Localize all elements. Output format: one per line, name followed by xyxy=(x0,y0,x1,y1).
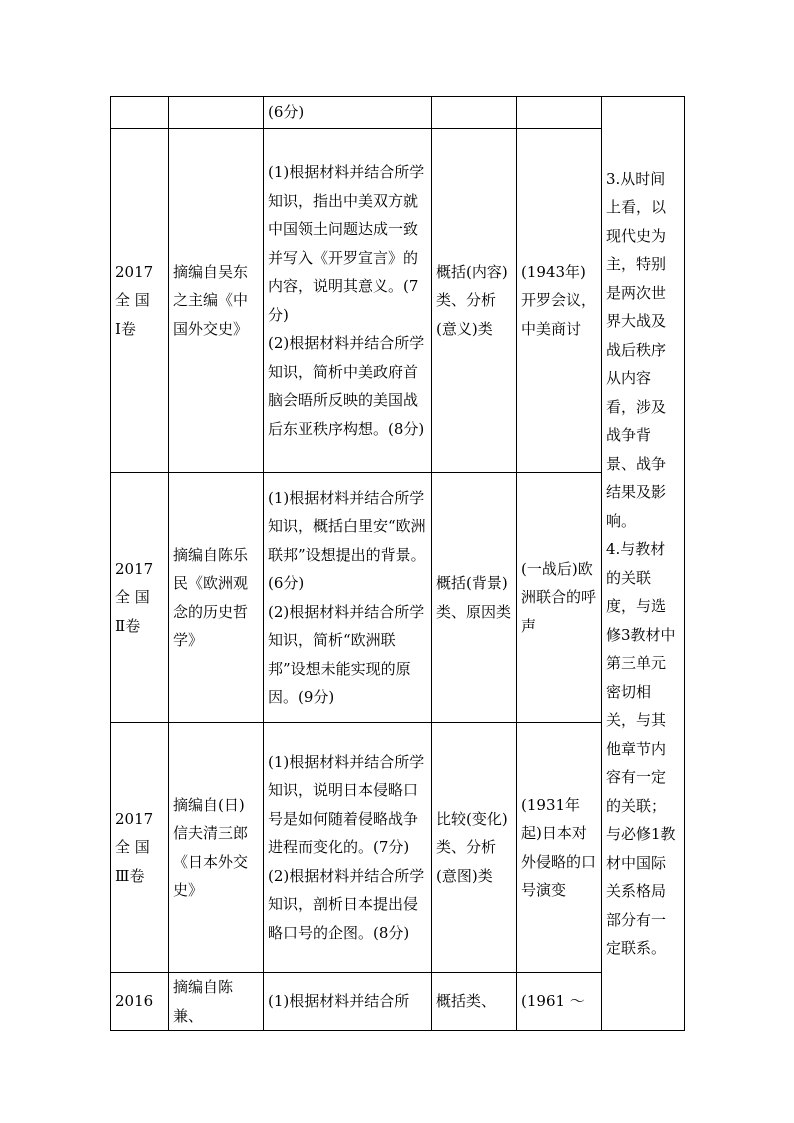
table-row xyxy=(111,129,685,473)
source-cell: 摘编自陈乐民《欧洲观念的历史哲学》 xyxy=(169,473,264,723)
source-cell xyxy=(169,97,264,129)
question-cell: (1)根据材料并结合所学知识，概括白里安“欧洲联邦”设想提出的背景。(6分) (2)根据材料并结合所学知识，简析“欧洲联邦”设想未能实现的原因。(9分) xyxy=(264,473,432,723)
analysis-note-cell: 3.从时间上看，以现代史为主，特别是两次世界大战及战后秩序从内容看，涉及战争背景、战争结果及影响。 4.与教材的关联度，与选修3教材中第三单元密切相关，与其他章节内容有一定的关联；与必修1教材中国际关系格局部分有一定联系。 xyxy=(602,97,685,1031)
table-row xyxy=(111,723,685,973)
exam-analysis-table xyxy=(110,96,685,1031)
question-cell: (1)根据材料并结合所学知识，指出中美双方就中国领土问题达成一致并写入《开罗宣言》的内容，说明其意义。(7分) (2)根据材料并结合所学知识，简析中美政府首脑会晤所反映的美国战后东亚秩序构想。(8分) xyxy=(264,129,432,473)
type-cell: 概括(背景)类、原因类 xyxy=(432,473,517,723)
source-cell: 摘编自陈兼、 xyxy=(169,973,264,1031)
source-cell: 摘编自吴东之主编《中国外交史》 xyxy=(169,129,264,473)
topic-cell: (1943年)开罗会议，中美商讨 xyxy=(517,129,602,473)
type-cell xyxy=(432,97,517,129)
exam-cell: 2017 全 国 Ⅰ卷 xyxy=(111,129,169,473)
type-cell: 概括(内容)类、分析(意义)类 xyxy=(432,129,517,473)
exam-cell: 2017 全 国 Ⅱ卷 xyxy=(111,473,169,723)
source-cell: 摘编自(日)信夫清三郎《日本外交史》 xyxy=(169,723,264,973)
table-row xyxy=(111,97,685,129)
topic-cell xyxy=(517,97,602,129)
table-row xyxy=(111,973,685,1031)
question-cell: (6分) xyxy=(264,97,432,129)
topic-cell: (1931年起)日本对外侵略的口号演变 xyxy=(517,723,602,973)
exam-cell: 2016 xyxy=(111,973,169,1031)
table-row xyxy=(111,473,685,723)
type-cell: 概括类、 xyxy=(432,973,517,1031)
type-cell: 比较(变化)类、分析(意图)类 xyxy=(432,723,517,973)
exam-cell: 2017 全 国 Ⅲ卷 xyxy=(111,723,169,973)
question-cell: (1)根据材料并结合所学知识，说明日本侵略口号是如何随着侵略战争进程而变化的。(7分) (2)根据材料并结合所学知识，剖析日本提出侵略口号的企图。(8分) xyxy=(264,723,432,973)
topic-cell: (1961 ～ xyxy=(517,973,602,1031)
topic-cell: (一战后)欧洲联合的呼声 xyxy=(517,473,602,723)
question-cell: (1)根据材料并结合所 xyxy=(264,973,432,1031)
exam-cell xyxy=(111,97,169,129)
